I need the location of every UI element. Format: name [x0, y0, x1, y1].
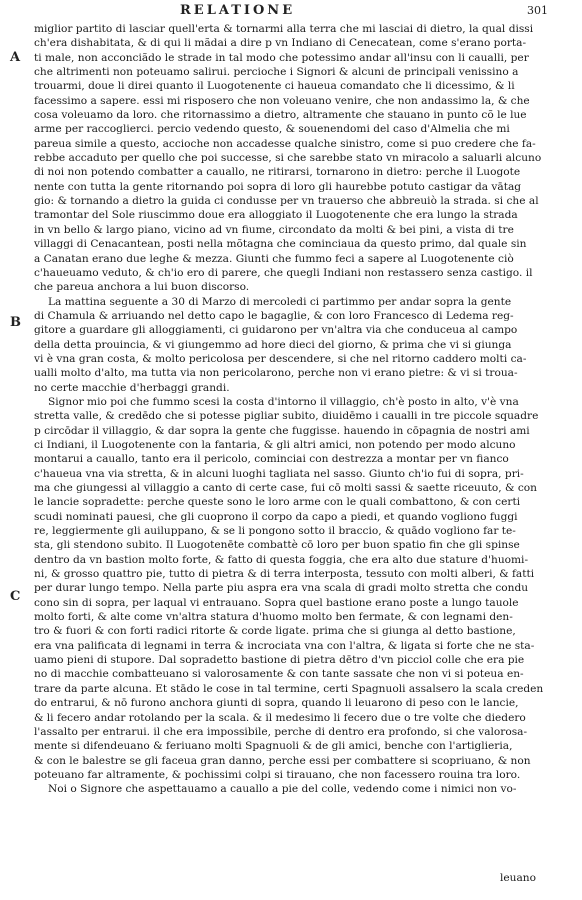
text-line: tramontar del Sole riuscimmo doue era alloggiato il Luogotenente che era lungo la strada	[34, 209, 518, 222]
running-title: RELATIONE	[180, 3, 296, 18]
catchword: leuano	[500, 872, 536, 884]
text-line: per durar lungo tempo. Nella parte piu aspra era vna scala di gradi molto stretta che condu	[34, 582, 529, 595]
text-line: vi è vna gran costa, & molto pericolosa per descendere, si che nel ritorno caddero molti ca-	[34, 352, 527, 365]
text-line: ch'era dishabitata, & di qui li mãdai a dire p vn Indiano di Cenecatean, come s'erano porta-	[34, 37, 527, 50]
text-line: villaggi di Cenacantean, posti nella mõtagna che cominciaua da questo primo, dal quale sin	[34, 238, 527, 251]
text-line: nente con tutta la gente ritornando poi sopra di loro gli haurebbe potuto castigar da vātag	[34, 180, 522, 193]
text-line: miglior partito di lasciar quell'erta & tornarmi alla terra che mi lasciai di dietro, la qual dissi	[34, 23, 534, 35]
text-line: facessimo a sapere. essi mi risposero che non voleuano venire, che non andassimo la, & che	[34, 94, 530, 107]
text-line: l'assalto per entrarui. il che era impossibile, perche di dentro era profondo, si che valorosa-	[34, 725, 528, 738]
text-line: dentro da vn bastion molto forte, & fatto di questa foggia, che era alto due stature d'huomi-	[34, 553, 529, 566]
text-line: in vn bello & largo piano, vicino ad vn fiume, circondato da molti & bei pini, a vista di tre	[34, 223, 514, 236]
text-line: ni, & grosso quattro pie, tutto di pietra & di terra interposta, tessuto con molti alberi, & fatti	[34, 568, 535, 581]
text-line: mente si difendeuano & feriuano molti Spagnuoli & de gli amici, benche con l'artiglieria,	[34, 740, 513, 753]
running-header	[0, 3, 582, 19]
text-line: pareua simile a questo, accioche non accadesse qualche sinistro, come si puo credere che fa-	[34, 137, 536, 150]
body-text	[34, 22, 552, 797]
text-line: scudi nominati pauesi, che gli cuoprono il corpo da capo a piedi, et quando vogliono fuggi	[34, 510, 518, 523]
text-line: a Canatan erano due leghe & mezza. Giunti che fummo feci a sapere al Luogotenente ciò	[34, 252, 514, 265]
text-line: gio: & tornando a dietro la guida ci condusse per vn trauerso che abbreuiò la strada. si che al	[34, 195, 539, 208]
text-line: sta, gli stendono subito. Il Luogotenēte combattè cō loro per buon spatio fin che gli spinse	[34, 539, 520, 552]
page-number: 301	[527, 4, 548, 17]
text-line: c'haueua vna via stretta, & in alcuni luoghi tagliata nel sasso. Giunto ch'io fui di sopra, pri-	[34, 467, 524, 480]
text-line: do entrarui, & nō furono anchora giunti di sopra, quando li leuarono di peso con le lancie,	[34, 697, 519, 710]
text-line: trouarmi, doue li direi quanto il Luogotenente ci haueua comandato che li dicessimo, & li	[34, 80, 515, 93]
text-line: cosa voleuamo da loro. che ritornassimo a dietro, altramente che stauano in punto cõ le lue	[34, 109, 527, 122]
text-line: arme per raccoglierci. percio vedendo questo, & souenendomi del caso d'Almelia che mi	[34, 123, 510, 136]
text-line: uamo pieni di stupore. Dal sopradetto bastione di pietra dētro d'vn picciol colle che era pie	[34, 654, 525, 667]
text-line: che pareua anchora a lui buon discorso.	[34, 281, 250, 294]
text-line: Signor mio poi che fummo scesi la costa d'intorno il villaggio, ch'è posto in alto, v'è vna	[48, 395, 519, 408]
text-line: ualli molto d'alto, ma tutta via non pericolarono, perche non vi erano pietre: & vi si troua-	[34, 367, 518, 380]
text-line: della detta prouincia, & vi giungemmo ad hore dieci del giorno, & prima che vi si giunga	[34, 338, 512, 351]
text-line: & con le balestre se gli faceua gran danno, perche essi per combattere si scopriuano, & non	[34, 754, 531, 767]
text-line: no di macchie combatteuano si valorosamente & con tante sassate che non vi si poteua en-	[34, 668, 524, 681]
text-line: che altrimenti non poteuamo salirui. percioche i Signori & alcuni de principali venissino a	[34, 66, 519, 79]
text-line: no certe macchie d'herbaggi grandi.	[34, 381, 230, 394]
text-line: di noi non potendo combatter a cauallo, ne ritirarsi, tornarono in dietro: perche il Luogote	[34, 166, 521, 179]
text-line: era vna palificata di legnami in terra & incrociata vna con l'altra, & ligata si forte che ne sta-	[34, 639, 535, 652]
text-line: ci Indiani, il Luogotenente con la fantaria, & gli altri amici, non potendo per modo alcuno	[34, 438, 516, 451]
text-line: molto forti, & alte come vn'altra statura d'huomo molto ben fermate, & con legnami den-	[34, 611, 513, 624]
text-line: di Chamula & arriuando nel detto capo le bagaglie, & con loro Francesco di Ledema reg-	[34, 309, 514, 322]
text-line: tro & fuori & con forti radici ritorte & corde ligate. prima che si giunga al detto bastione,	[34, 625, 516, 638]
text-line: rebbe accaduto per quello che poi successe, si che sarebbe stato vn miracolo a saluarli alcuno	[34, 152, 542, 165]
text-line: La mattina seguente a 30 di Marzo di mercoledi ci partimmo per andar sopra la gente	[48, 295, 512, 308]
text-line: montarui a cauallo, tanto era il pericolo, cominciai con destrezza a montar per vn fianco	[34, 453, 509, 466]
text-line: trare da parte alcuna. Et stādo le cose in tal termine, certi Spagnuoli assalsero la scala creden	[34, 682, 544, 695]
text-line: gitore a guardare gli alloggiamenti, ci guidarono per vn'altra via che conduceua al campo	[34, 324, 518, 337]
text-line: le lancie sopradette: perche queste sono le loro arme con le quali combattono, & con certi	[34, 496, 521, 509]
margin-letter-a: A	[10, 50, 21, 65]
text-line: cono sin di sopra, per laqual vi entrauano. Sopra quel bastione erano poste a lungo tauole	[34, 596, 519, 609]
margin-letter-c: C	[10, 589, 21, 604]
text-line: p circōdar il villaggio, & dar sopra la gente che fuggisse. hauendo in cōpagnia de nostri ami	[34, 424, 530, 437]
text-line: ti male, non acconciãdo le strade in tal modo che potessimo andar all'insu con li caualli, per	[34, 51, 529, 64]
text-line: c'haueuamo veduto, & ch'io ero di parere, che quegli Indiani non restassero senza castigo. il	[34, 266, 533, 279]
text-line: Noi o Signore che aspettauamo a cauallo a pie del colle, vedendo come i nimici non vo-	[48, 783, 517, 796]
text-line: ma che giungessi al villaggio a canto di certe case, fui cō molti sassi & saette riceuuto, & con	[34, 482, 537, 494]
margin-letter-b: B	[10, 315, 21, 330]
text-line: re, leggiermente gli auiluppano, & se li pongono sotto il braccio, & quādo vogliono far te-	[34, 525, 516, 538]
text-line: poteuano far altramente, & pochissimi colpi si tirauano, che non facessero rouina tra loro.	[34, 768, 521, 781]
text-line: & li fecero andar rotolando per la scala. & il medesimo li fecero due o tre volte che diedero	[34, 711, 526, 724]
text-line: stretta valle, & credēdo che si potesse pigliar subito, diuidēmo i caualli in tre piccole squadre	[34, 410, 539, 423]
